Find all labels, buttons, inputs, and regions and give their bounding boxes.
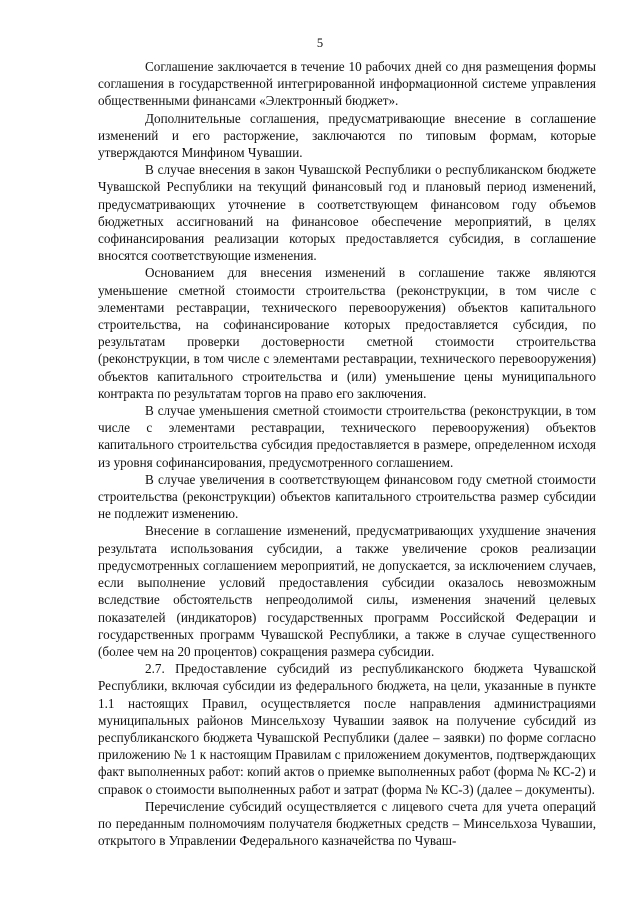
paragraph-additional-agreements: Дополнительные соглашения, предусматривающие внесение в соглашение изменений и его расторжение, заключаются по типовым формам, которые утверждаются Минфином Чувашии. xyxy=(98,110,596,161)
paragraph-section-2-7: 2.7. Предоставление субсидий из республиканского бюджета Чувашской Республики, включая субсидии из федерального бюджета, на цели, указанные в пункте 1.1 настоящих Правил, осуществляется после направления администрациями муниципальных районов Минсельхозу Чувашии заявок на получение субсидий из республиканского бюджета Чувашской Республики (далее – заявки) по форме согласно приложению № 1 к настоящим Правилам с приложением документов, подтверждающих факт выполненных работ: копий актов о приемке выполненных работ (форма № КС-2) и справок о стоимости выполненных работ и затрат (форма № КС-3) (далее – документы). xyxy=(98,661,596,797)
paragraph-prohibited-changes: Внесение в соглашение изменений, предусматривающих ухудшение значения результата использования субсидии, а также увеличение сроков реализации предусмотренных соглашением мероприятий, не допускается, за исключением случаев, если выполнение условий предоставления субсидии оказалось невозможным вследствие обстоятельств непреодолимой силы, изменения значений целевых показателей (индикаторов) государственных программ Российской Федерации и государственных программ Чувашской Республики, а также в случае существенного (более чем на 20 процентов) сокращения размера субсидии. xyxy=(98,523,596,659)
paragraph-agreement-term: Соглашение заключается в течение 10 рабочих дней со дня размещения формы соглашения в государственной интегрированной информационной системе управления общественными финансами «Электронный бюджет». xyxy=(98,59,596,109)
paragraph-budget-law-changes: В случае внесения в закон Чувашской Республики о республиканском бюджете Чувашской Республики на текущий финансовый год и плановый период изменений, предусматривающих уточнение в соответствующем финансовом году объемов бюджетных ассигнований на финансовое обеспечение мероприятий, в целях софинансирования реализации которых предоставляется субсидия, в соглашение вносятся соответствующие изменения. xyxy=(98,162,596,264)
paragraph-transfer-of-subsidies: Перечисление субсидий осуществляется с лицевого счета для учета операций по переданным полномочиям получателя бюджетных средств – Минсельхоза Чувашии, открытого в Управлении Федерального казначейства по Чуваш- xyxy=(98,798,596,849)
paragraph-grounds-for-changes: Основанием для внесения изменений в соглашение также являются уменьшение сметной стоимости строительства (реконструкции, в том числе с элементами реставрации, технического перевооружения) объектов капитального строительства, на софинансирование которых предоставляется субсидия, по результатам проверки достоверности сметной стоимости строительства (реконструкции, в том числе с элементами реставрации, технического перевооружения) объектов капитального строительства и (или) уменьшение цены муниципального контракта по результатам торгов на право его заключения. xyxy=(98,265,596,401)
paragraph-cost-decrease: В случае уменьшения сметной стоимости строительства (реконструкции, в том числе с элементами реставрации, технического перевооружения) объектов капитального строительства субсидия предоставляется в размере, определенном исходя из уровня софинансирования, предусмотренного соглашением. xyxy=(98,403,596,470)
document-body xyxy=(98,58,596,849)
paragraph-cost-increase: В случае увеличения в соответствующем финансовом году сметной стоимости строительства (реконструкции) объектов капитального строительства размер субсидии не подлежит изменению. xyxy=(98,471,596,522)
page-number: 5 xyxy=(316,36,324,50)
